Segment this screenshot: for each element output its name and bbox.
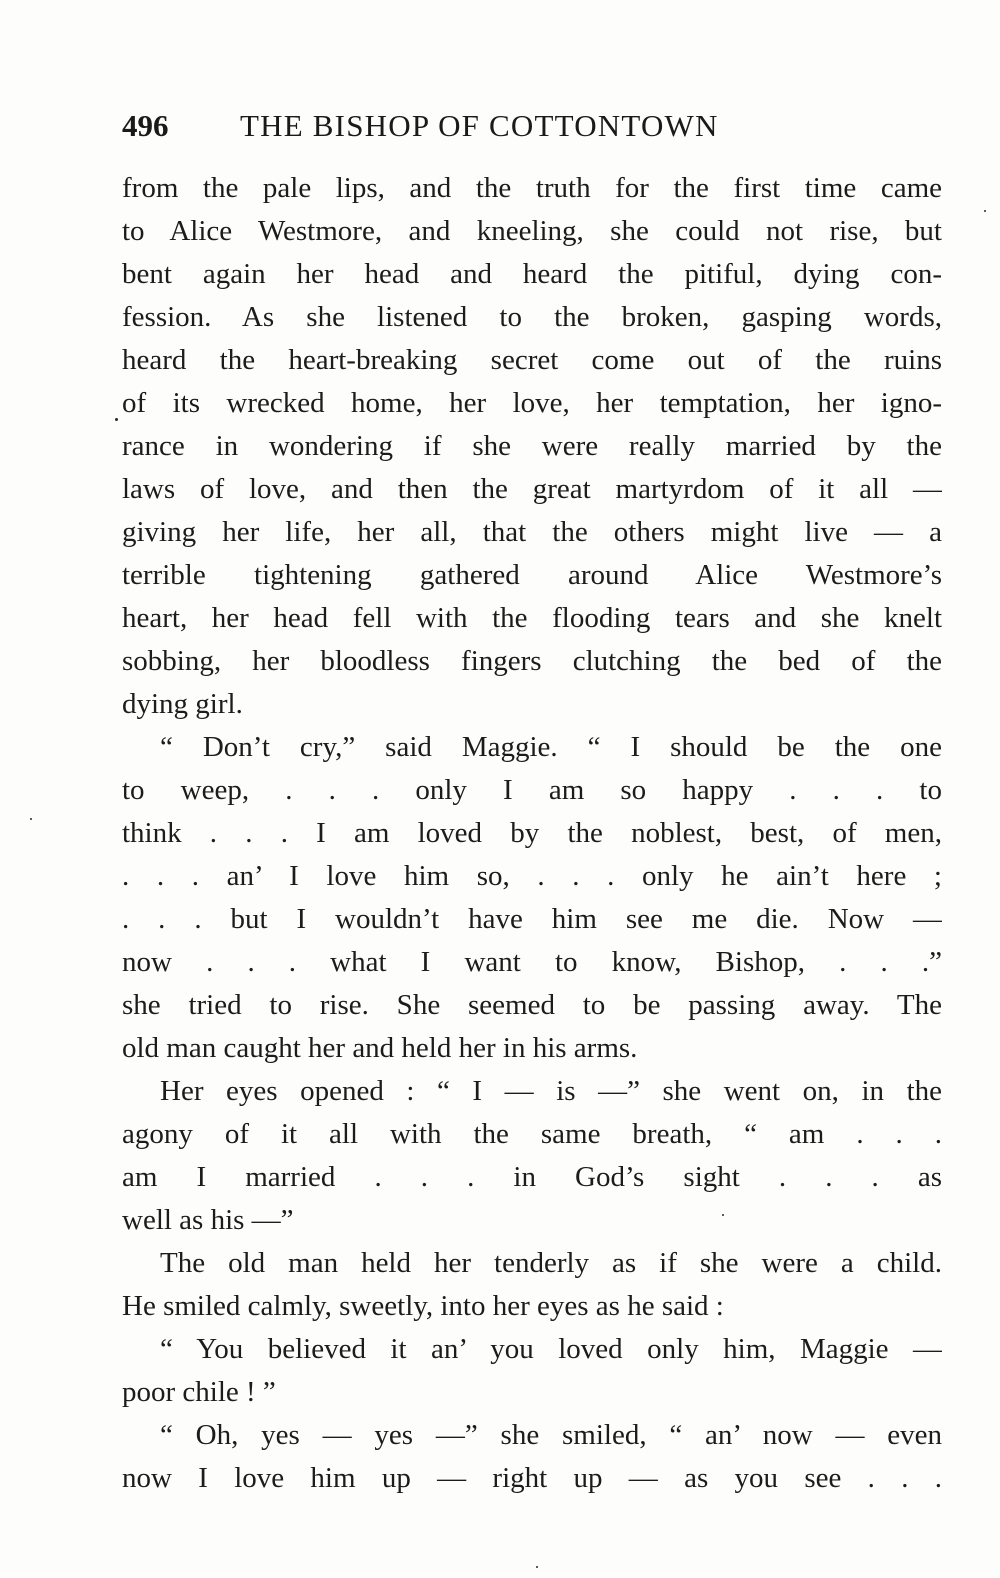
text-line: to Alice Westmore, and kneeling, she could not rise, but (122, 215, 942, 247)
text-line: think . . . I am loved by the noblest, best, of men, (122, 817, 942, 849)
text-line: from the pale lips, and the truth for the first time came (122, 172, 942, 204)
text-line: am I married . . . in God’s sight . . . as (122, 1161, 942, 1193)
text-line: old man caught her and held her in his arms. (122, 1032, 638, 1064)
text-line: poor chile ! ” (122, 1376, 276, 1408)
text-line: dying girl. (122, 688, 243, 720)
text-line: . . . but I wouldn’t have him see me die. Now — (122, 903, 942, 935)
page-number: 496 (122, 108, 169, 143)
text-line: “ Don’t cry,” said Maggie. “ I should be the one (160, 731, 942, 763)
body-text (122, 167, 942, 1500)
text-line: now . . . what I want to know, Bishop, . . .” (122, 946, 942, 978)
print-speck (30, 818, 32, 820)
text-line: He smiled calmly, sweetly, into her eyes as he said : (122, 1290, 724, 1322)
text-line: agony of it all with the same breath, “ am . . . (122, 1118, 942, 1150)
book-title: THE BISHOP OF COTTONTOWN (240, 108, 719, 143)
text-line: fession. As she listened to the broken, gasping words, (122, 301, 942, 333)
text-line: laws of love, and then the great martyrdom of it all — (122, 473, 942, 505)
running-head (122, 104, 952, 148)
text-line: heart, her head fell with the flooding tears and she knelt (122, 602, 942, 634)
print-speck (722, 1214, 724, 1216)
text-line: . . . an’ I love him so, . . . only he ain’t here ; (122, 860, 942, 892)
text-line: “ You believed it an’ you loved only him, Maggie — (160, 1333, 942, 1365)
text-line: to weep, . . . only I am so happy . . . to (122, 774, 942, 806)
text-line: of its wrecked home, her love, her temptation, her igno- (122, 387, 942, 419)
text-line: giving her life, her all, that the others might live — a (122, 516, 942, 548)
text-line: Her eyes opened : “ I — is —” she went on, in the (160, 1075, 942, 1107)
text-line: rance in wondering if she were really married by the (122, 430, 942, 462)
text-line: “ Oh, yes — yes —” she smiled, “ an’ now — even (160, 1419, 942, 1451)
print-speck (984, 210, 986, 212)
text-line: she tried to rise. She seemed to be passing away. The (122, 989, 942, 1021)
print-speck (115, 418, 118, 421)
print-speck (536, 1566, 538, 1568)
text-line: sobbing, her bloodless fingers clutching the bed of the (122, 645, 942, 677)
text-line: The old man held her tenderly as if she were a child. (160, 1247, 942, 1279)
text-line: now I love him up — right up — as you see . . . (122, 1462, 942, 1494)
text-line: terrible tightening gathered around Alice Westmore’s (122, 559, 942, 591)
text-line: bent again her head and heard the pitiful, dying con- (122, 258, 942, 290)
text-line: well as his —” (122, 1204, 294, 1236)
text-line: heard the heart-breaking secret come out of the ruins (122, 344, 942, 376)
